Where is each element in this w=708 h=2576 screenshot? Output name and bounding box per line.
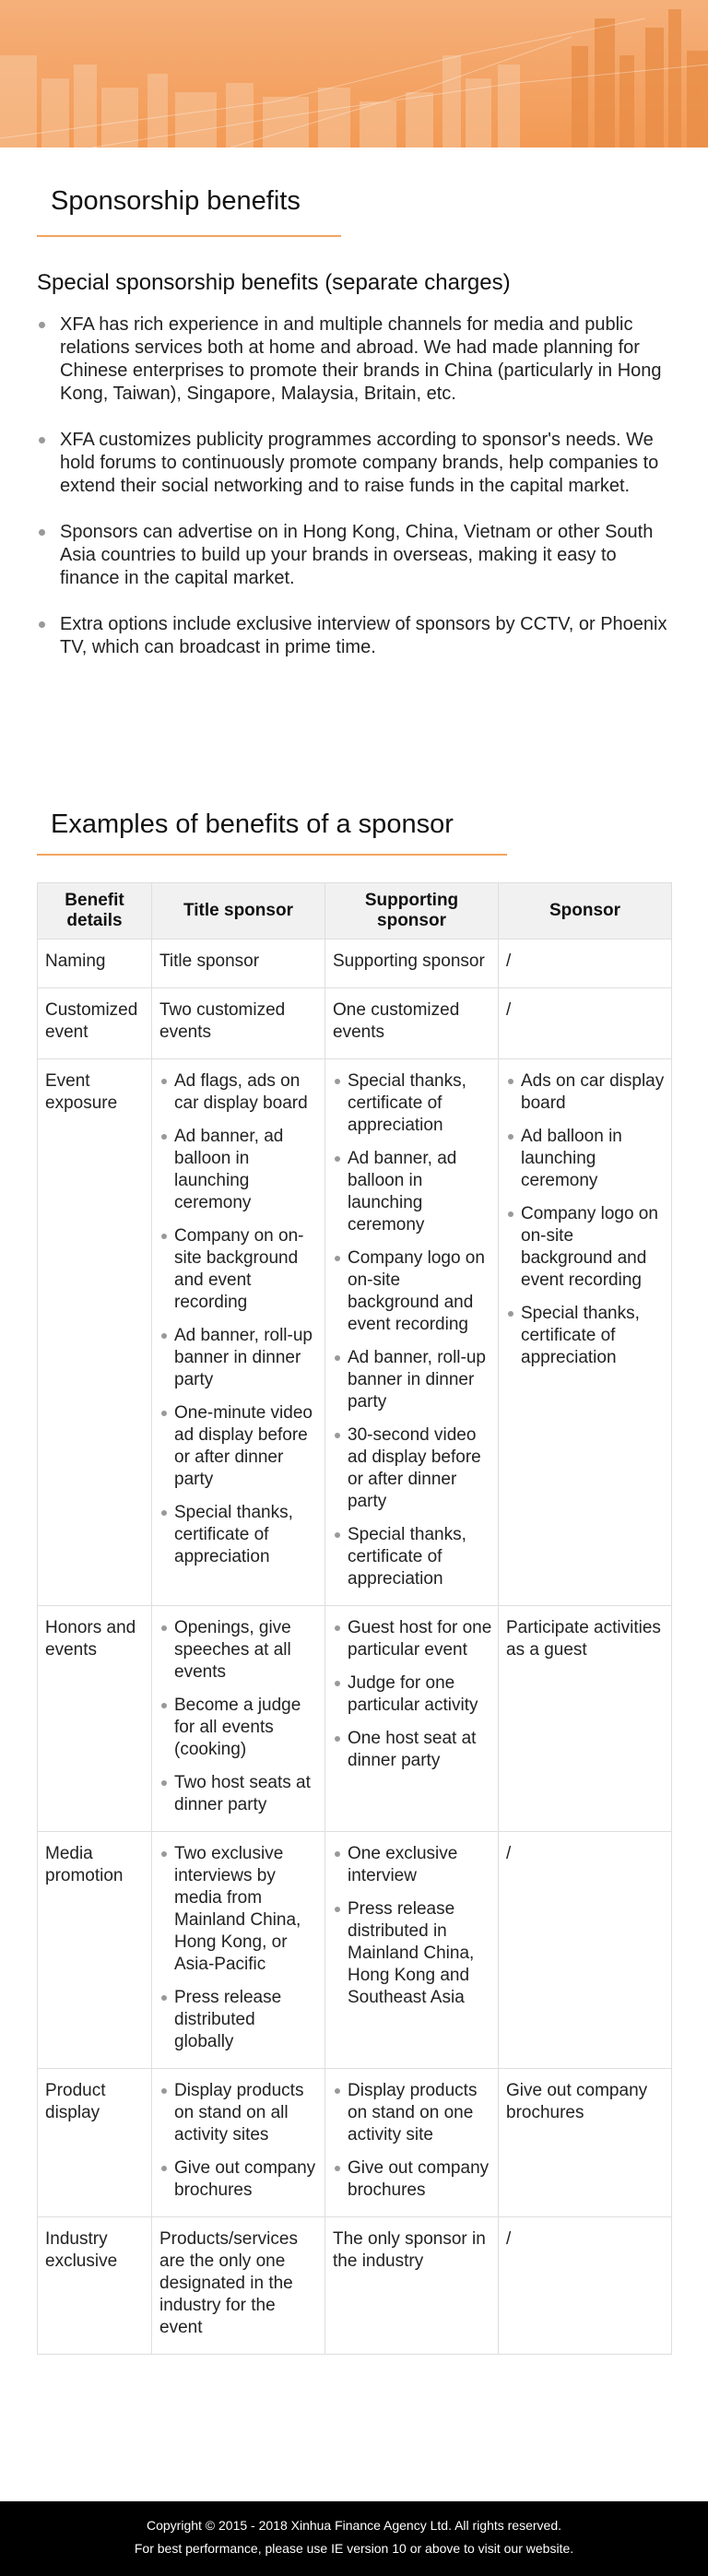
list-item: Special thanks, certificate of appreciation: [333, 1070, 492, 1137]
table-cell: /: [499, 2217, 672, 2355]
title-underline: [37, 235, 341, 237]
row-label: Honors and events: [38, 1606, 152, 1832]
list-item: Display products on stand on one activity site: [333, 2080, 492, 2146]
bullet-dot-icon: [39, 529, 45, 536]
row-label: Media promotion: [38, 1832, 152, 2069]
table-row: [38, 2217, 672, 2355]
bullet-dot-icon: [39, 621, 45, 628]
table-row: [38, 939, 672, 988]
list-item: Two exclusive interviews by media from Mainland China, Hong Kong, or Asia-Pacific: [159, 1843, 319, 1976]
cell-list: [159, 1070, 319, 1568]
city-skyline-image: [0, 0, 708, 148]
cell-list: [333, 1617, 492, 1772]
list-item: Ad banner, ad balloon in launching ceremony: [333, 1148, 492, 1236]
row-label: Naming: [38, 939, 152, 988]
list-item: XFA has rich experience in and multiple channels for media and public relations services both at home and abroad. We had made planning for Chinese enterprises to promote their brands in China (particularly in Hong Kong, Taiwan), Singapore, Malaysia, Britain, etc.: [37, 313, 673, 406]
list-item: Press release distributed in Mainland China, Hong Kong and Southeast Asia: [333, 1898, 492, 2009]
list-item: Two host seats at dinner party: [159, 1772, 319, 1816]
list-item: Ad banner, roll-up banner in dinner party: [159, 1325, 319, 1391]
list-item: 30-second video ad display before or after dinner party: [333, 1424, 492, 1513]
list-item: Extra options include exclusive interview of sponsors by CCTV, or Phoenix TV, which can broadcast in prime time.: [37, 613, 673, 659]
list-item: Special thanks, certificate of appreciation: [159, 1502, 319, 1568]
table-row: [38, 1832, 672, 2069]
table-row: [38, 988, 672, 1059]
browser-notice-text: For best performance, please use IE version 10 or above to visit our website.: [134, 2541, 574, 2556]
cell-list: [159, 2080, 319, 2202]
list-item: Press release distributed globally: [159, 1987, 319, 2053]
page-footer: [0, 2501, 708, 2576]
table-cell: [325, 1606, 499, 1832]
list-item: Openings, give speeches at all events: [159, 1617, 319, 1684]
list-item: Give out company brochures: [333, 2157, 492, 2202]
list-item: Display products on stand on all activity sites: [159, 2080, 319, 2146]
table-cell: [325, 2069, 499, 2217]
table-cell: The only sponsor in the industry: [325, 2217, 499, 2355]
table-cell: Two customized events: [152, 988, 325, 1059]
list-item: One exclusive interview: [333, 1843, 492, 1887]
table-header-row: [38, 883, 672, 939]
list-item: Special thanks, certificate of appreciation: [506, 1303, 666, 1369]
table-cell: [152, 2069, 325, 2217]
table-cell: Products/services are the only one designated in the industry for the event: [152, 2217, 325, 2355]
list-item: Ad banner, ad balloon in launching ceremony: [159, 1126, 319, 1214]
table-cell: [325, 1059, 499, 1606]
copyright-text: Copyright © 2015 - 2018 Xinhua Finance Agency Ltd. All rights reserved.: [146, 2518, 562, 2533]
list-item: Become a judge for all events (cooking): [159, 1695, 319, 1761]
list-item: Company on on-site background and event recording: [159, 1225, 319, 1314]
cell-list: [159, 1617, 319, 1816]
table-cell: /: [499, 1832, 672, 2069]
row-label: Industry exclusive: [38, 2217, 152, 2355]
table-cell: [499, 1059, 672, 1606]
table-cell: /: [499, 988, 672, 1059]
benefits-table: [37, 882, 672, 2355]
list-item: Company logo on on-site background and event recording: [506, 1203, 666, 1292]
cell-list: [333, 2080, 492, 2202]
list-item: Judge for one particular activity: [333, 1672, 492, 1717]
examples-title: Examples of benefits of a sponsor: [51, 809, 454, 839]
title-underline: [37, 854, 507, 856]
benefits-bullet-list: [37, 313, 673, 682]
table-cell: [152, 1606, 325, 1832]
table-cell: /: [499, 939, 672, 988]
list-item: One-minute video ad display before or after dinner party: [159, 1402, 319, 1491]
bullet-dot-icon: [39, 322, 45, 328]
column-header: Supporting sponsor: [325, 883, 499, 939]
table-row: [38, 1059, 672, 1606]
list-item: Ad flags, ads on car display board: [159, 1070, 319, 1115]
column-header: Benefit details: [38, 883, 152, 939]
column-header: Title sponsor: [152, 883, 325, 939]
table-cell: [152, 1832, 325, 2069]
list-item: XFA customizes publicity programmes according to sponsor's needs. We hold forums to continuously promote company brands, help companies to extend their social networking and to raise funds in the capital market.: [37, 429, 673, 498]
cell-list: [333, 1843, 492, 2009]
cell-list: [506, 1070, 666, 1369]
list-item: Ad banner, roll-up banner in dinner party: [333, 1347, 492, 1413]
row-label: Customized event: [38, 988, 152, 1059]
sponsorship-benefits-title: Sponsorship benefits: [51, 186, 301, 216]
table-cell: One customized events: [325, 988, 499, 1059]
column-header: Sponsor: [499, 883, 672, 939]
row-label: Event exposure: [38, 1059, 152, 1606]
table-row: [38, 2069, 672, 2217]
list-item: Sponsors can advertise on in Hong Kong, China, Vietnam or other South Asia countries to build up your brands in overseas, making it easy to finance in the capital market.: [37, 521, 673, 590]
list-item: Ad balloon in launching ceremony: [506, 1126, 666, 1192]
table-row: [38, 1606, 672, 1832]
table-cell: Give out company brochures: [499, 2069, 672, 2217]
special-benefits-heading: Special sponsorship benefits (separate charges): [37, 270, 511, 295]
list-item: Special thanks, certificate of appreciation: [333, 1524, 492, 1590]
list-item: Ads on car display board: [506, 1070, 666, 1115]
list-item: Give out company brochures: [159, 2157, 319, 2202]
hero-banner: [0, 0, 708, 148]
cell-list: [159, 1843, 319, 2053]
bullet-dot-icon: [39, 437, 45, 443]
table-cell: Title sponsor: [152, 939, 325, 988]
table-cell: Participate activities as a guest: [499, 1606, 672, 1832]
list-item: Company logo on on-site background and event recording: [333, 1247, 492, 1336]
table-cell: [152, 1059, 325, 1606]
cell-list: [333, 1070, 492, 1590]
table-cell: Supporting sponsor: [325, 939, 499, 988]
list-item: Guest host for one particular event: [333, 1617, 492, 1661]
list-item: One host seat at dinner party: [333, 1728, 492, 1772]
table-cell: [325, 1832, 499, 2069]
row-label: Product display: [38, 2069, 152, 2217]
